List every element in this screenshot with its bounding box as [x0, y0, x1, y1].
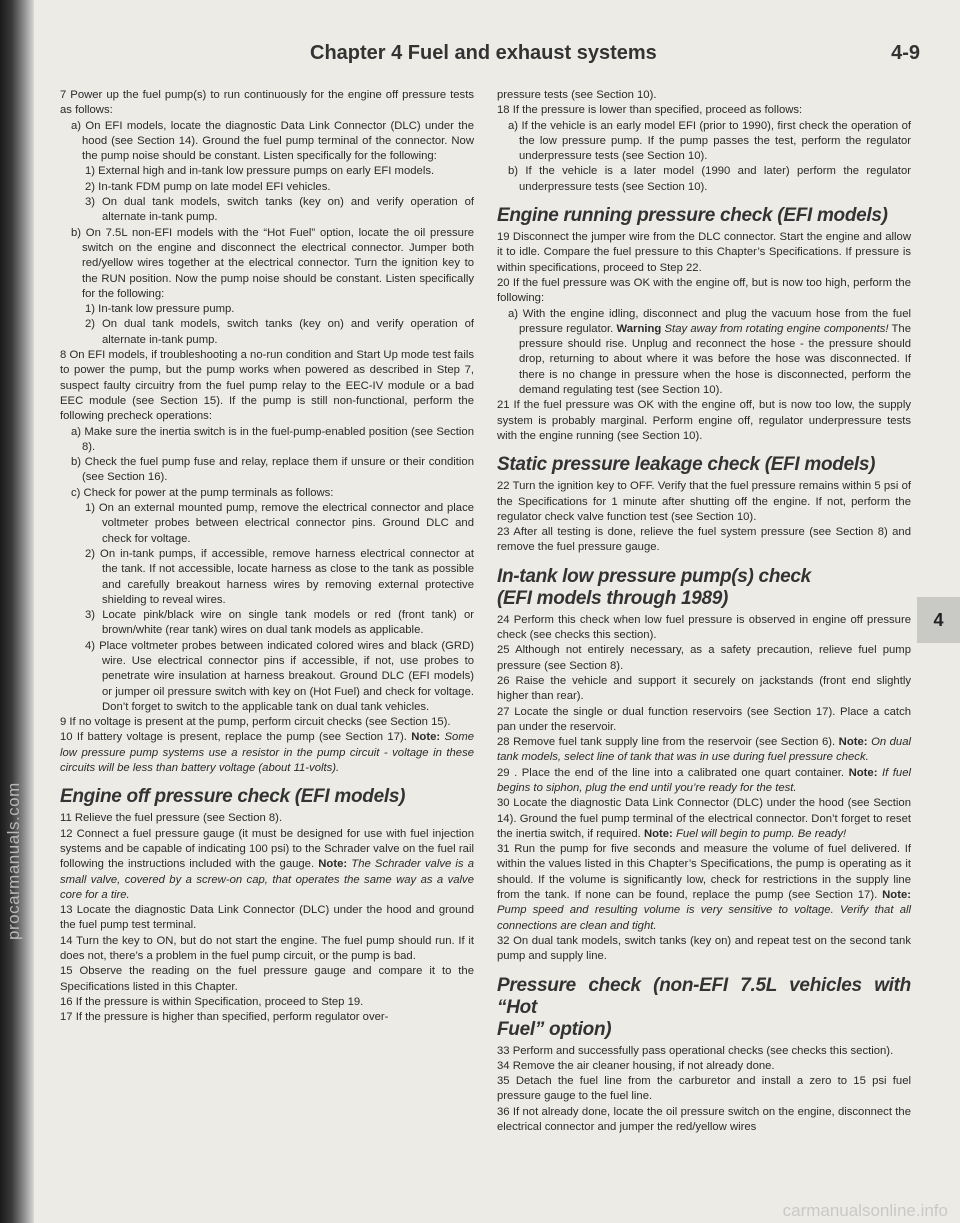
- note-label: Note:: [882, 889, 912, 902]
- step-12-note: The Schrader valve is a small valve, covered by a screw-on cap, that operates the same way as a valve core for a tire.: [60, 858, 475, 901]
- step-26: 26 Raise the vehicle and support it securely on jackstands (front end slightly higher than rear).: [497, 674, 911, 703]
- chapter-tab: 4: [917, 597, 960, 643]
- heading-hot-fuel: [497, 975, 911, 1041]
- step-19: 19 Disconnect the jumper wire from the DLC connector. Start the engine and allow it to idle. Compare the fuel pressure to this Chapter’s Specifications. If pressure is within specifications, proceed to Step 22.: [497, 231, 911, 274]
- step-10-note: Some low pressure pump systems use a resistor in the pump circuit - voltage in these circuits will be less than battery voltage (about 11-volts).: [60, 731, 475, 775]
- step-29: [497, 766, 911, 797]
- note-label: Note:: [411, 731, 441, 744]
- step-18: 18 If the pressure is lower than specified, proceed as follows:: [497, 104, 803, 117]
- step-14: 14 Turn the key to ON, but do not start the engine. The fuel pump should run. If it does not, there’s a problem in the fuel pump circuit, or the pump is bad.: [60, 934, 474, 963]
- step-34: 34 Remove the air cleaner housing, if not already done.: [497, 1059, 775, 1072]
- step-8c: c) Check for power at the pump terminals as follows:: [71, 486, 334, 499]
- step-8c-2: 2) On in-tank pumps, if accessible, remove harness electrical connector at the tank. If not accessible, locate harness as close to the tank as possible and carefully breakout harness wires by removing external protective shielding to reveal wires.: [85, 547, 474, 606]
- step-20a: [497, 307, 911, 399]
- step-7a-3: 3) On dual tank models, switch tanks (key on) and verify operation of alternate in-tank pump.: [85, 196, 474, 224]
- step-21: 21 If the fuel pressure was OK with the engine off, but is now too low, the supply system is probably marginal. Perform engine off, regulator underpressure tests with the engine running (see Section 10).: [497, 399, 911, 442]
- step-18a: a) If the vehicle is an early model EFI (prior to 1990), first check the operation of the low pressure pump. If the pump passes the test, perform the regulator underpressure tests (see Section 10).: [508, 119, 911, 163]
- step-30: [497, 796, 911, 842]
- step-16: 16 If the pressure is within Specification, proceed to Step 19.: [60, 995, 364, 1008]
- note-label: Note:: [318, 858, 348, 871]
- step-20a-text: a) With the engine idling, disconnect and plug the vacuum hose from the fuel pressure regulator.: [508, 307, 911, 335]
- step-12-text: 12 Connect a fuel pressure gauge (it must be designed for use with fuel injection systems and be capable of indicating 100 psi) to the Schrader valve on the fuel rail following the instructions included with the gauge.: [60, 827, 474, 871]
- step-32: 32 On dual tank models, switch tanks (key on) and repeat test on the second tank pump and supply line.: [497, 934, 911, 963]
- step-8: 8 On EFI models, if troubleshooting a no-run condition and Start Up mode test fails to power the pump, but the pump works when powered as described in Step 7, suspect faulty circuitry from the fuel pump relay to the EEC-IV module or a bad EEC module (see Section 15). If the pump is still non-functional, perform the following precheck operations:: [60, 349, 474, 423]
- step-30-text: 30 Locate the diagnostic Data Link Connector (DLC) under the hood (see Section 14). Ground the fuel pump terminal of the electrical connector. Don’t forget to reset the inertia switch, if required.: [497, 797, 911, 840]
- step-7a-2: 2) In-tank FDM pump on late model EFI vehicles.: [85, 180, 331, 193]
- heading-hot-fuel-line1: Pressure check (non-EFI 7.5L vehicles with “Hot: [497, 974, 911, 1018]
- heading-static-leakage: Static pressure leakage check (EFI models): [497, 454, 876, 476]
- left-column: [60, 88, 474, 1026]
- step-28-note: On dual tank models, select line of tank that was in use during fuel pressure check.: [497, 736, 912, 764]
- step-31-note: Pump speed and resulting volume is very sensitive to voltage. Verify that all connections are clean and tight.: [497, 904, 911, 932]
- note-label: Note:: [848, 766, 878, 779]
- step-8a: a) Make sure the inertia switch is in the fuel-pump-enabled position (see Section 8).: [71, 425, 474, 453]
- step-7b: b) On 7.5L non-EFI models with the “Hot Fuel” option, locate the oil pressure switch on the engine and disconnect the electrical connector. Jumper both red/yellow wires together at the electrical connector. Turn the ignition key to the RUN position. Now the pump noise should be constant. Listen specifically for the following:: [71, 226, 474, 300]
- page-number: 4-9: [891, 42, 920, 64]
- step-7: 7 Power up the fuel pump(s) to run continuously for the engine off pressure tests as follows:: [60, 89, 474, 117]
- chapter-title: Chapter 4 Fuel and exhaust systems: [310, 42, 657, 64]
- note-label: Note:: [838, 736, 868, 749]
- step-7b-1: 1) In-tank low pressure pump.: [85, 303, 235, 316]
- right-column: [497, 88, 911, 1135]
- step-10-text: 10 If battery voltage is present, replace the pump (see Section 17).: [60, 731, 407, 744]
- heading-engine-running: Engine running pressure check (EFI models): [497, 205, 888, 227]
- step-7a-1: 1) External high and in-tank low pressure pumps on early EFI models.: [85, 165, 435, 178]
- step-29-text: 29 . Place the end of the line into a calibrated one quart container.: [497, 766, 845, 779]
- heading-intank-line1: In-tank low pressure pump(s) check: [497, 565, 811, 587]
- step-27: 27 Locate the single or dual function reservoirs (see Section 17). Place a catch pan under the reservoir.: [497, 705, 911, 733]
- step-31-text: 31 Run the pump for five seconds and measure the volume of fuel delivered. If within the values listed in this Chapter’s Specifications, the pump is operating as it should. If the volume is significantly low, check for restrictions in the supply line from the tank. If none can be found, replace the pump (see Section 17).: [497, 843, 911, 902]
- note-label: Note:: [643, 827, 673, 840]
- step-7a: a) On EFI models, locate the diagnostic Data Link Connector (DLC) under the hood (see Section 14). Ground the fuel pump terminal of the connector. Now the pump noise should be constant. Listen specifically for the following:: [71, 119, 474, 163]
- heading-hot-fuel-line2: Fuel” option): [497, 1018, 612, 1040]
- step-9: 9 If no voltage is present at the pump, perform circuit checks (see Section 15).: [60, 716, 451, 729]
- side-watermark: procarmanuals.com: [4, 782, 23, 940]
- step-31: [497, 842, 911, 934]
- heading-intank-line2: (EFI models through 1989): [497, 587, 729, 609]
- step-15: 15 Observe the reading on the fuel pressure gauge and compare it to the Specifications listed in this Chapter.: [60, 965, 474, 993]
- step-22: 22 Turn the ignition key to OFF. Verify that the fuel pressure remains within 5 psi of the Specifications for 1 minute after shutting off the engine. If not, perform the regulator check valve function test (see Section 10).: [497, 480, 911, 523]
- step-8c-4: 4) Place voltmeter probes between indicated colored wires and black (GRD) wire. Use electrical connector pins if accessible, if not, use probes to penetrate wire insulation at harness breakout. Ground DLC (EFI models) or jumper oil pressure switch with key on (Hot Fuel) and check for voltage. Don’t forget to switch to the applicable tank on dual tank vehicles.: [85, 639, 474, 713]
- step-10: [60, 730, 474, 776]
- step-11: 11 Relieve the fuel pressure (see Section 8).: [60, 812, 283, 825]
- step-20: 20 If the fuel pressure was OK with the engine off, but is now too high, perform the following:: [497, 276, 911, 305]
- step-7b-2: 2) On dual tank models, switch tanks (key on) and verify operation of alternate in-tank pump.: [85, 318, 474, 346]
- footer-watermark: carmanualsonline.info: [782, 1201, 948, 1220]
- step-13: 13 Locate the diagnostic Data Link Connector (DLC) under the hood and ground the fuel pump test terminal.: [60, 904, 474, 932]
- step-29-note: If fuel begins to siphon, plug the end until you’re ready for the test.: [497, 766, 912, 794]
- step-8c-3: 3) Locate pink/black wire on single tank models or red (front tank) or brown/white (rear tank) wires on dual tank models as applicable.: [85, 609, 474, 637]
- warning-label: Warning: [616, 322, 662, 335]
- step-35: 35 Detach the fuel line from the carburetor and install a zero to 15 psi fuel pressure gauge to the fuel line.: [497, 1075, 911, 1103]
- step-24: 24 Perform this check when low fuel pressure is observed in engine off pressure check (see checks this section).: [497, 613, 911, 642]
- step-20a-text-cont: The pressure should rise. Unplug and reconnect the hose - the pressure should drop, returning to about where it was before the hose was disconnected. If there is no change in pressure when the hose is disconnected, perform the demand regulating test (see Section 10).: [519, 322, 911, 397]
- step-17-continued: pressure tests (see Section 10).: [497, 89, 657, 101]
- step-18b: b) If the vehicle is a later model (1990 and later) perform the regulator underpressure tests (see Section 10).: [508, 165, 911, 193]
- step-8b: b) Check the fuel pump fuse and relay, replace them if unsure or their condition (see Section 16).: [71, 456, 474, 484]
- step-36: 36 If not already done, locate the oil pressure switch on the engine, disconnect the electrical connector and jumper the red/yellow wires: [497, 1105, 911, 1134]
- step-25: 25 Although not entirely necessary, as a safety precaution, relieve fuel pump pressure (see Section 8).: [497, 644, 911, 672]
- step-28-text: 28 Remove fuel tank supply line from the reservoir (see Section 6).: [497, 736, 836, 749]
- step-23: 23 After all testing is done, relieve the fuel system pressure (see Section 8) and remove the fuel pressure gauge.: [497, 526, 911, 554]
- page-header: [60, 42, 920, 72]
- step-33: 33 Perform and successfully pass operational checks (see checks this section).: [497, 1044, 894, 1057]
- step-30-note: Fuel will begin to pump. Be ready!: [675, 827, 847, 840]
- heading-intank: [497, 566, 911, 610]
- step-28: [497, 735, 911, 766]
- heading-engine-off: Engine off pressure check (EFI models): [60, 786, 406, 808]
- step-17: 17 If the pressure is higher than specified, perform regulator over-: [60, 1011, 389, 1024]
- step-8c-1: 1) On an external mounted pump, remove the electrical connector and place voltmeter probes between electrical connector pins. Ground DLC and check for voltage.: [85, 502, 474, 545]
- step-12: [60, 827, 474, 903]
- step-20a-warning: Stay away from rotating engine components!: [664, 322, 889, 335]
